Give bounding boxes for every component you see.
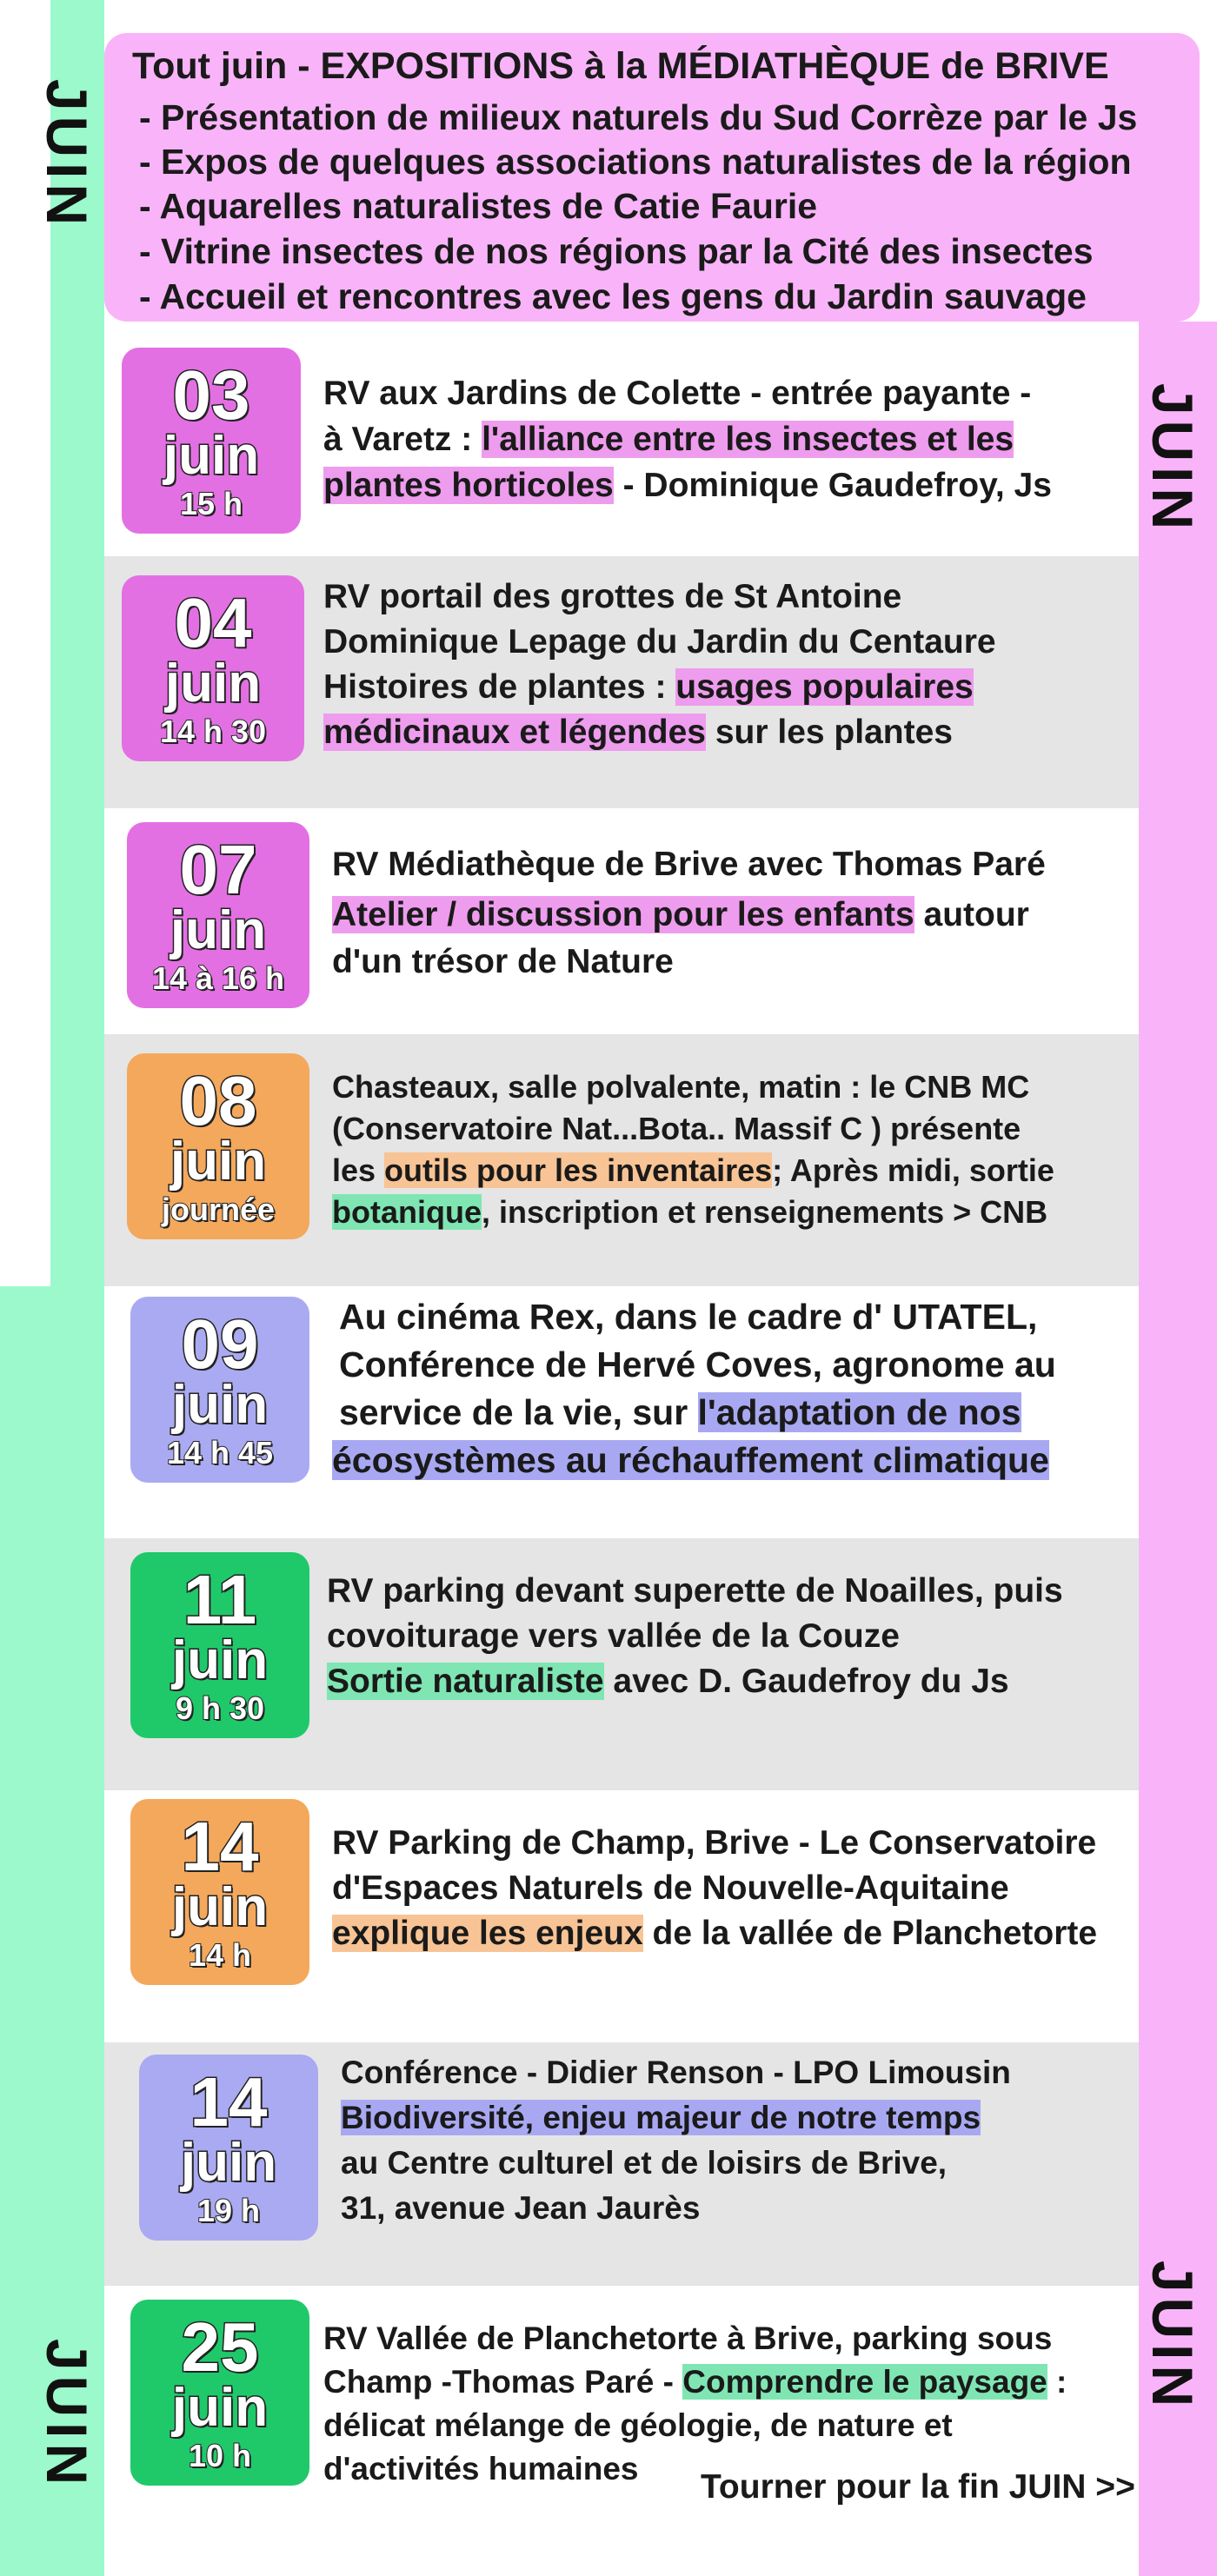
event-text: RV parking devant superette de Noailles, puis <box>327 1572 1063 1610</box>
event-text: délicat mélange de géologie, de nature et <box>323 2407 953 2443</box>
event-text: plantes horticoles - Dominique Gaudefroy, Js <box>323 467 1052 504</box>
event-text: d'un trésor de Nature <box>332 943 674 980</box>
event-text: Biodiversité, enjeu majeur de notre temps <box>341 2100 981 2135</box>
date-badge: 07 juin 14 à 16 h <box>127 822 309 1008</box>
event-text: Conférence - Didier Renson - LPO Limousin <box>341 2055 1011 2090</box>
event-text: botanique, inscription et renseignements > CNB <box>332 1194 1048 1230</box>
event-text: Histoires de plantes : usages populaires <box>323 668 974 706</box>
event-text: Sortie naturaliste avec D. Gaudefroy du Js <box>327 1663 1009 1700</box>
expositions-title: Tout juin - EXPOSITIONS à la MÉDIATHÈQUE de BRIVE <box>132 45 1109 87</box>
side-label-juin: JUIN <box>1141 2260 1206 2413</box>
side-label-juin: JUIN <box>1141 382 1206 535</box>
event-text: Atelier / discussion pour les enfants autour <box>332 896 1029 933</box>
side-label-juin: JUIN <box>35 2338 100 2491</box>
event-text: au Centre culturel et de loisirs de Brive, <box>341 2145 948 2181</box>
side-label-juin: JUIN <box>35 78 100 231</box>
event-text: Champ -Thomas Paré - Comprendre le paysage : <box>323 2364 1067 2400</box>
next-page-link[interactable]: Tourner pour la fin JUIN >> <box>701 2468 1135 2506</box>
event-text: médicinaux et légendes sur les plantes <box>323 714 953 751</box>
event-text: RV portail des grottes de St Antoine <box>323 578 902 615</box>
event-text: écosystèmes au réchauffement climatique <box>332 1440 1049 1480</box>
event-text: d'Espaces Naturels de Nouvelle-Aquitaine <box>332 1869 1009 1907</box>
event-text: covoiturage vers vallée de la Couze <box>327 1617 900 1655</box>
event-text: RV Médiathèque de Brive avec Thomas Paré <box>332 846 1046 883</box>
event-text: RV Vallée de Planchetorte à Brive, parking sous <box>323 2320 1053 2356</box>
event-text: explique les enjeux de la vallée de Planchetorte <box>332 1915 1098 1952</box>
date-badge: 14 juin 14 h <box>130 1799 309 1985</box>
event-text: les outils pour les inventaires; Après midi, sortie <box>332 1152 1054 1188</box>
event-text: RV Parking de Champ, Brive - Le Conservatoire <box>332 1824 1097 1862</box>
event-text: à Varetz : l'alliance entre les insectes et les <box>323 421 1014 458</box>
expo-line: - Accueil et rencontres avec les gens du Jardin sauvage <box>139 276 1087 316</box>
event-text: Conférence de Hervé Coves, agronome au <box>339 1344 1056 1384</box>
date-badge: 09 juin 14 h 45 <box>130 1297 309 1483</box>
date-badge: 11 juin 9 h 30 <box>130 1552 309 1738</box>
expo-line: - Présentation de milieux naturels du Sud Corrèze par le Js <box>139 97 1138 137</box>
date-badge: 08 juin journée <box>127 1053 309 1239</box>
event-text: Au cinéma Rex, dans le cadre d' UTATEL, <box>339 1297 1038 1337</box>
date-badge: 04 juin 14 h 30 <box>122 575 304 761</box>
event-text: Dominique Lepage du Jardin du Centaure <box>323 623 996 661</box>
expo-line: - Vitrine insectes de nos régions par la Cité des insectes <box>139 231 1094 271</box>
expo-line: - Aquarelles naturalistes de Catie Faurie <box>139 186 818 226</box>
event-text: Chasteaux, salle polvalente, matin : le CNB MC <box>332 1069 1030 1105</box>
date-badge: 25 juin 10 h <box>130 2300 309 2486</box>
event-text: (Conservatoire Nat...Bota.. Massif C ) présente <box>332 1111 1021 1146</box>
date-badge: 03 juin 15 h <box>122 348 301 534</box>
event-text: d'activités humaines <box>323 2451 639 2486</box>
date-badge: 14 juin 19 h <box>139 2055 318 2241</box>
event-text: 31, avenue Jean Jaurès <box>341 2190 701 2226</box>
expo-line: - Expos de quelques associations naturalistes de la région <box>139 142 1132 182</box>
event-text: RV aux Jardins de Colette - entrée payante - <box>323 375 1032 412</box>
event-text: service de la vie, sur l'adaptation de nos <box>339 1392 1021 1432</box>
